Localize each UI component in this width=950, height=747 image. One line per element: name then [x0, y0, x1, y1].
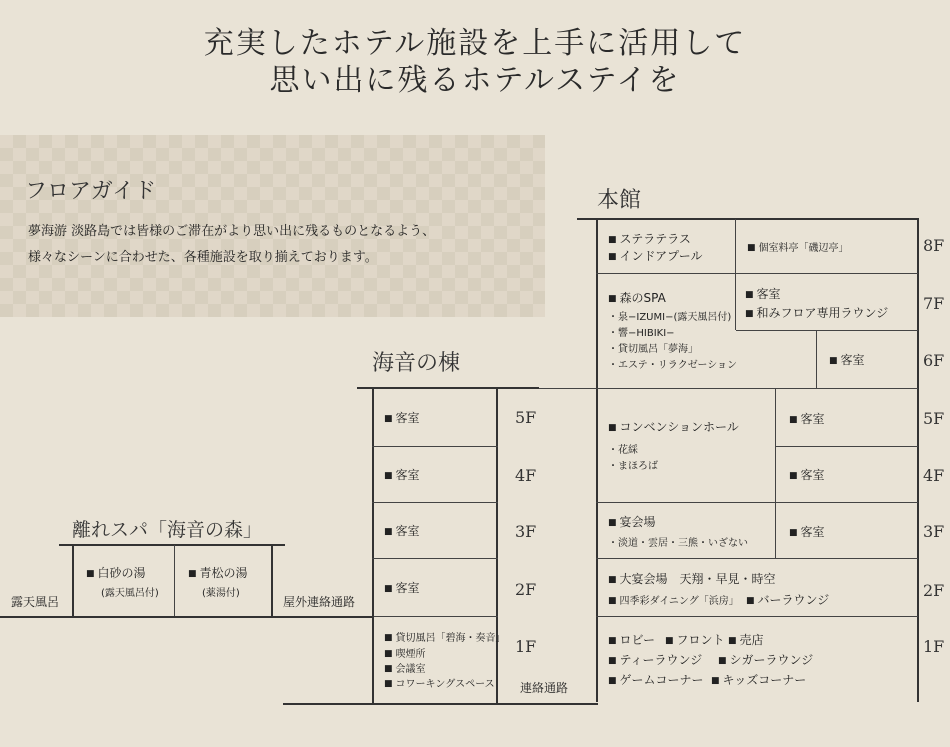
main-4f-guestroom: ■ 客室	[789, 467, 825, 486]
spa-hakusa-note: (露天風呂付)	[101, 588, 159, 599]
main-2f-hamabo: ■ 四季彩ダイニング「浜房」	[608, 593, 739, 611]
spa-floor-line	[0, 616, 373, 618]
headline-line1: 充実したホテル施設を上手に活用して	[203, 26, 747, 61]
intro-desc-line2: 様々なシーンに合わせた、各種施設を取り揃えております。	[28, 250, 378, 265]
main-5f-kasai: ・花綵	[608, 445, 638, 456]
intro-desc-line1: 夢海游 淡路島では皆様のご滞在がより思い出に残るものとなるよう、	[28, 224, 436, 239]
main-3f-guestroom: ■ 客室	[789, 524, 825, 543]
main-1f-game-corner: ■ ゲームコーナー	[608, 672, 704, 691]
main-3f-banquet-rooms: ・淡道・雲居・三熊・いざない	[608, 538, 748, 549]
main-8f-floor	[596, 273, 918, 274]
spa-outdoor-corridor: 屋外連絡通路	[283, 595, 356, 609]
main-3f-banquet: ■ 宴会場	[608, 514, 656, 533]
kaion-5f-guestroom: ■ 客室	[384, 410, 420, 429]
kaion-floor-2f: 2F	[515, 580, 537, 599]
spa-seisho-bath: ■ 青松の湯	[188, 565, 248, 584]
kaion-2f-guestroom: ■ 客室	[384, 580, 420, 599]
connecting-corridor: 連絡通路	[520, 681, 569, 695]
ground-line	[283, 703, 598, 705]
floor-guide-title: フロアガイド	[25, 179, 157, 204]
main-1f-kids-corner: ■ キッズコーナー	[711, 672, 806, 691]
main-2f-bar-lounge: ■ バーラウンジ	[746, 592, 829, 611]
main-floor-7f: 7F	[923, 294, 945, 313]
main-floor-2f: 2F	[923, 581, 945, 600]
main-7f-forest-spa: ■ 森のSPA	[608, 290, 666, 309]
spa-hakusa-bath: ■ 白砂の湯	[86, 565, 146, 584]
main-8f-indoor-pool: ■ インドアプール	[608, 248, 703, 267]
main-2f-grand-banquet: ■ 大宴会場 天翔・早見・時空	[608, 571, 776, 590]
main-8f-isobetei: ■ 個室料亭「磯辺亭」	[747, 240, 849, 258]
spa-outdoor-bath: 露天風呂	[11, 595, 60, 609]
main-5f-guestroom: ■ 客室	[789, 411, 825, 430]
kaion-1f-smoking: ■ 喫煙所	[384, 646, 426, 664]
main-5f-mahoroba: ・まほろば	[608, 461, 658, 472]
kaion-roof-line	[357, 387, 539, 389]
kaion-wing-title: 海音の棟	[372, 351, 461, 376]
kaion-floor-3f: 3F	[515, 522, 537, 541]
main-7f-hibiki: ・響−HIBIKI−	[608, 328, 675, 339]
main-left-wall	[596, 218, 598, 702]
kaion-1f-coworking: ■ コワーキングスペース	[384, 676, 495, 694]
main-floor-4f: 4F	[923, 466, 945, 485]
spa-roof-line	[59, 544, 285, 546]
kaion-floor-4f: 4F	[515, 466, 537, 485]
main-1f-lobby: ■ ロビー	[608, 632, 655, 651]
headline-line2: 思い出に残るホテルステイを	[269, 63, 681, 98]
main-floor-1f: 1F	[923, 637, 945, 656]
main-7f-esthe: ・エステ・リラクゼーション	[608, 360, 737, 371]
main-floor-5f: 5F	[923, 409, 945, 428]
main-right-wall	[917, 218, 919, 702]
main-floor-6f: 6F	[923, 351, 945, 370]
kaion-4f-guestroom: ■ 客室	[384, 467, 420, 486]
main-6f-guestroom: ■ 客室	[829, 352, 865, 371]
main-1f-shop: ■ 売店	[728, 632, 764, 651]
main-8f-stella-terrace: ■ ステラテラス	[608, 231, 691, 250]
spa-seisho-note: (薬湯付)	[202, 588, 240, 599]
main-5f-convention-hall: ■ コンベンションホール	[608, 419, 739, 438]
main-roof-line	[577, 218, 919, 220]
main-building-title: 本館	[597, 188, 642, 213]
kaion-floor-5f: 5F	[515, 408, 537, 427]
main-7f-private-bath: ・貸切風呂「夢海」	[608, 344, 698, 355]
kaion-1f-meeting-room: ■ 会議室	[384, 661, 426, 679]
main-7f-lounge: ■ 和みフロア専用ラウンジ	[745, 305, 888, 324]
kaion-1f-private-bath: ■ 貸切風呂「碧海・奏音」	[384, 630, 506, 648]
spa-title: 離れスパ「海音の森」	[72, 519, 263, 541]
main-1f-front: ■ フロント	[665, 632, 725, 651]
main-floor-8f: 8F	[923, 236, 945, 255]
main-7f-izumi: ・泉−IZUMI−(露天風呂付)	[608, 312, 732, 323]
kaion-floor-1f: 1F	[515, 637, 537, 656]
main-7f-guestroom: ■ 客室	[745, 286, 781, 305]
main-floor-3f: 3F	[923, 522, 945, 541]
main-6f-floor	[538, 388, 918, 389]
main-1f-cigar-lounge: ■ シガーラウンジ	[718, 652, 813, 671]
kaion-3f-guestroom: ■ 客室	[384, 523, 420, 542]
main-1f-tea-lounge: ■ ティーラウンジ	[608, 652, 702, 671]
kaion-right-wall	[496, 388, 498, 704]
